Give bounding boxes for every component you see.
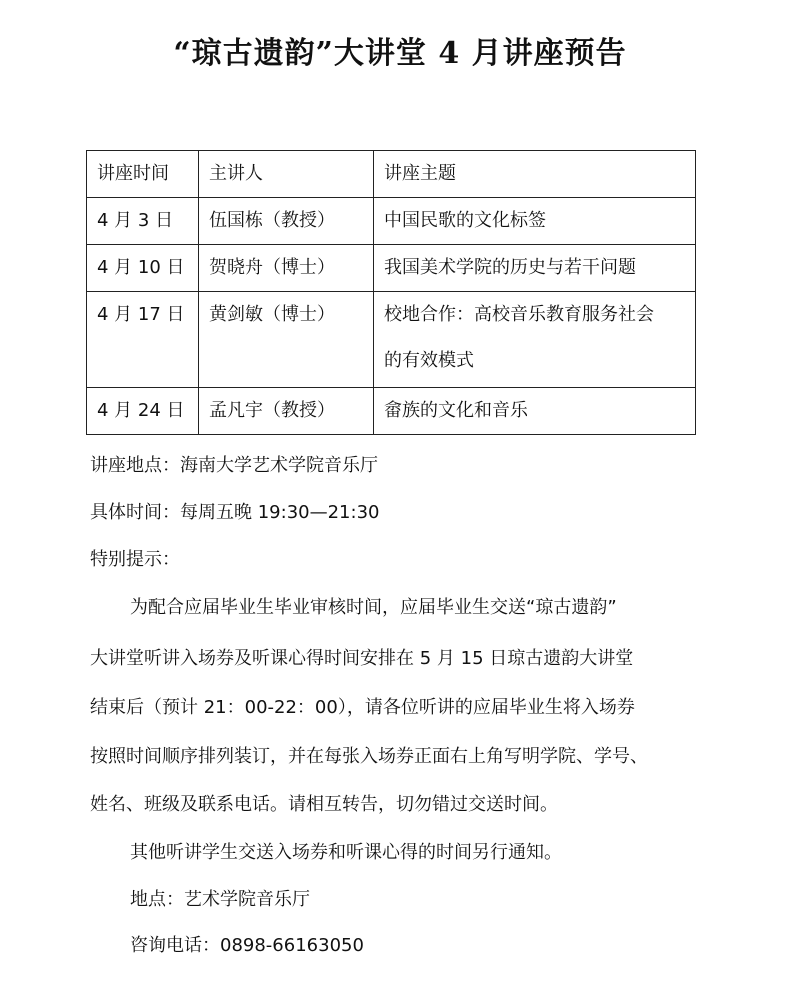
table-header-cell: 主讲人 <box>199 151 374 198</box>
lecture-topic-line: 的有效模式 <box>384 350 474 371</box>
notice-heading: 特别提示： <box>90 549 180 570</box>
location-text: 地点：艺术学院音乐厅 <box>130 889 310 910</box>
lecture-topic: 中国民歌的文化标签 <box>374 198 696 245</box>
lecture-topic <box>374 292 696 388</box>
lecture-date: 4 月 17 日 <box>87 292 199 388</box>
lecture-speaker: 伍国栋（教授） <box>199 198 374 245</box>
lecture-date: 4 月 10 日 <box>87 245 199 292</box>
notice-line: 结束后（预计 21：00-22：00），请各位听讲的应届毕业生将入场券 <box>90 697 635 718</box>
venue-text: 讲座地点：海南大学艺术学院音乐厅 <box>90 455 378 476</box>
table-row <box>87 388 696 435</box>
lecture-schedule-table <box>86 150 696 435</box>
lecture-topic: 我国美术学院的历史与若干问题 <box>374 245 696 292</box>
lecture-speaker: 贺晓舟（博士） <box>199 245 374 292</box>
lecture-speaker: 孟凡宇（教授） <box>199 388 374 435</box>
table-row <box>87 292 696 388</box>
phone-text: 咨询电话：0898-66163050 <box>130 935 364 956</box>
time-text: 具体时间：每周五晚 19:30—21:30 <box>90 502 380 523</box>
table-header-cell: 讲座主题 <box>374 151 696 198</box>
notice-line: 为配合应届毕业生毕业审核时间，应届毕业生交送“琼古遗韵” <box>130 597 617 618</box>
lecture-topic: 畲族的文化和音乐 <box>374 388 696 435</box>
table-row <box>87 198 696 245</box>
other-notice-text: 其他听讲学生交送入场券和听课心得的时间另行通知。 <box>130 842 562 863</box>
notice-line: 按照时间顺序排列装订，并在每张入场券正面右上角写明学院、学号、 <box>90 746 648 767</box>
lecture-topic-line: 校地合作：高校音乐教育服务社会 <box>384 304 654 325</box>
lecture-date: 4 月 3 日 <box>87 198 199 245</box>
lecture-date: 4 月 24 日 <box>87 388 199 435</box>
lecture-speaker: 黄剑敏（博士） <box>199 292 374 388</box>
table-header-cell: 讲座时间 <box>87 151 199 198</box>
notice-line: 大讲堂听讲入场券及听课心得时间安排在 5 月 15 日琼古遗韵大讲堂 <box>90 648 634 669</box>
notice-line: 姓名、班级及联系电话。请相互转告，切勿错过交送时间。 <box>90 794 558 815</box>
table-row <box>87 245 696 292</box>
page-title: “琼古遗韵”大讲堂 4 月讲座预告 <box>173 36 627 71</box>
table-header-row <box>87 151 696 198</box>
